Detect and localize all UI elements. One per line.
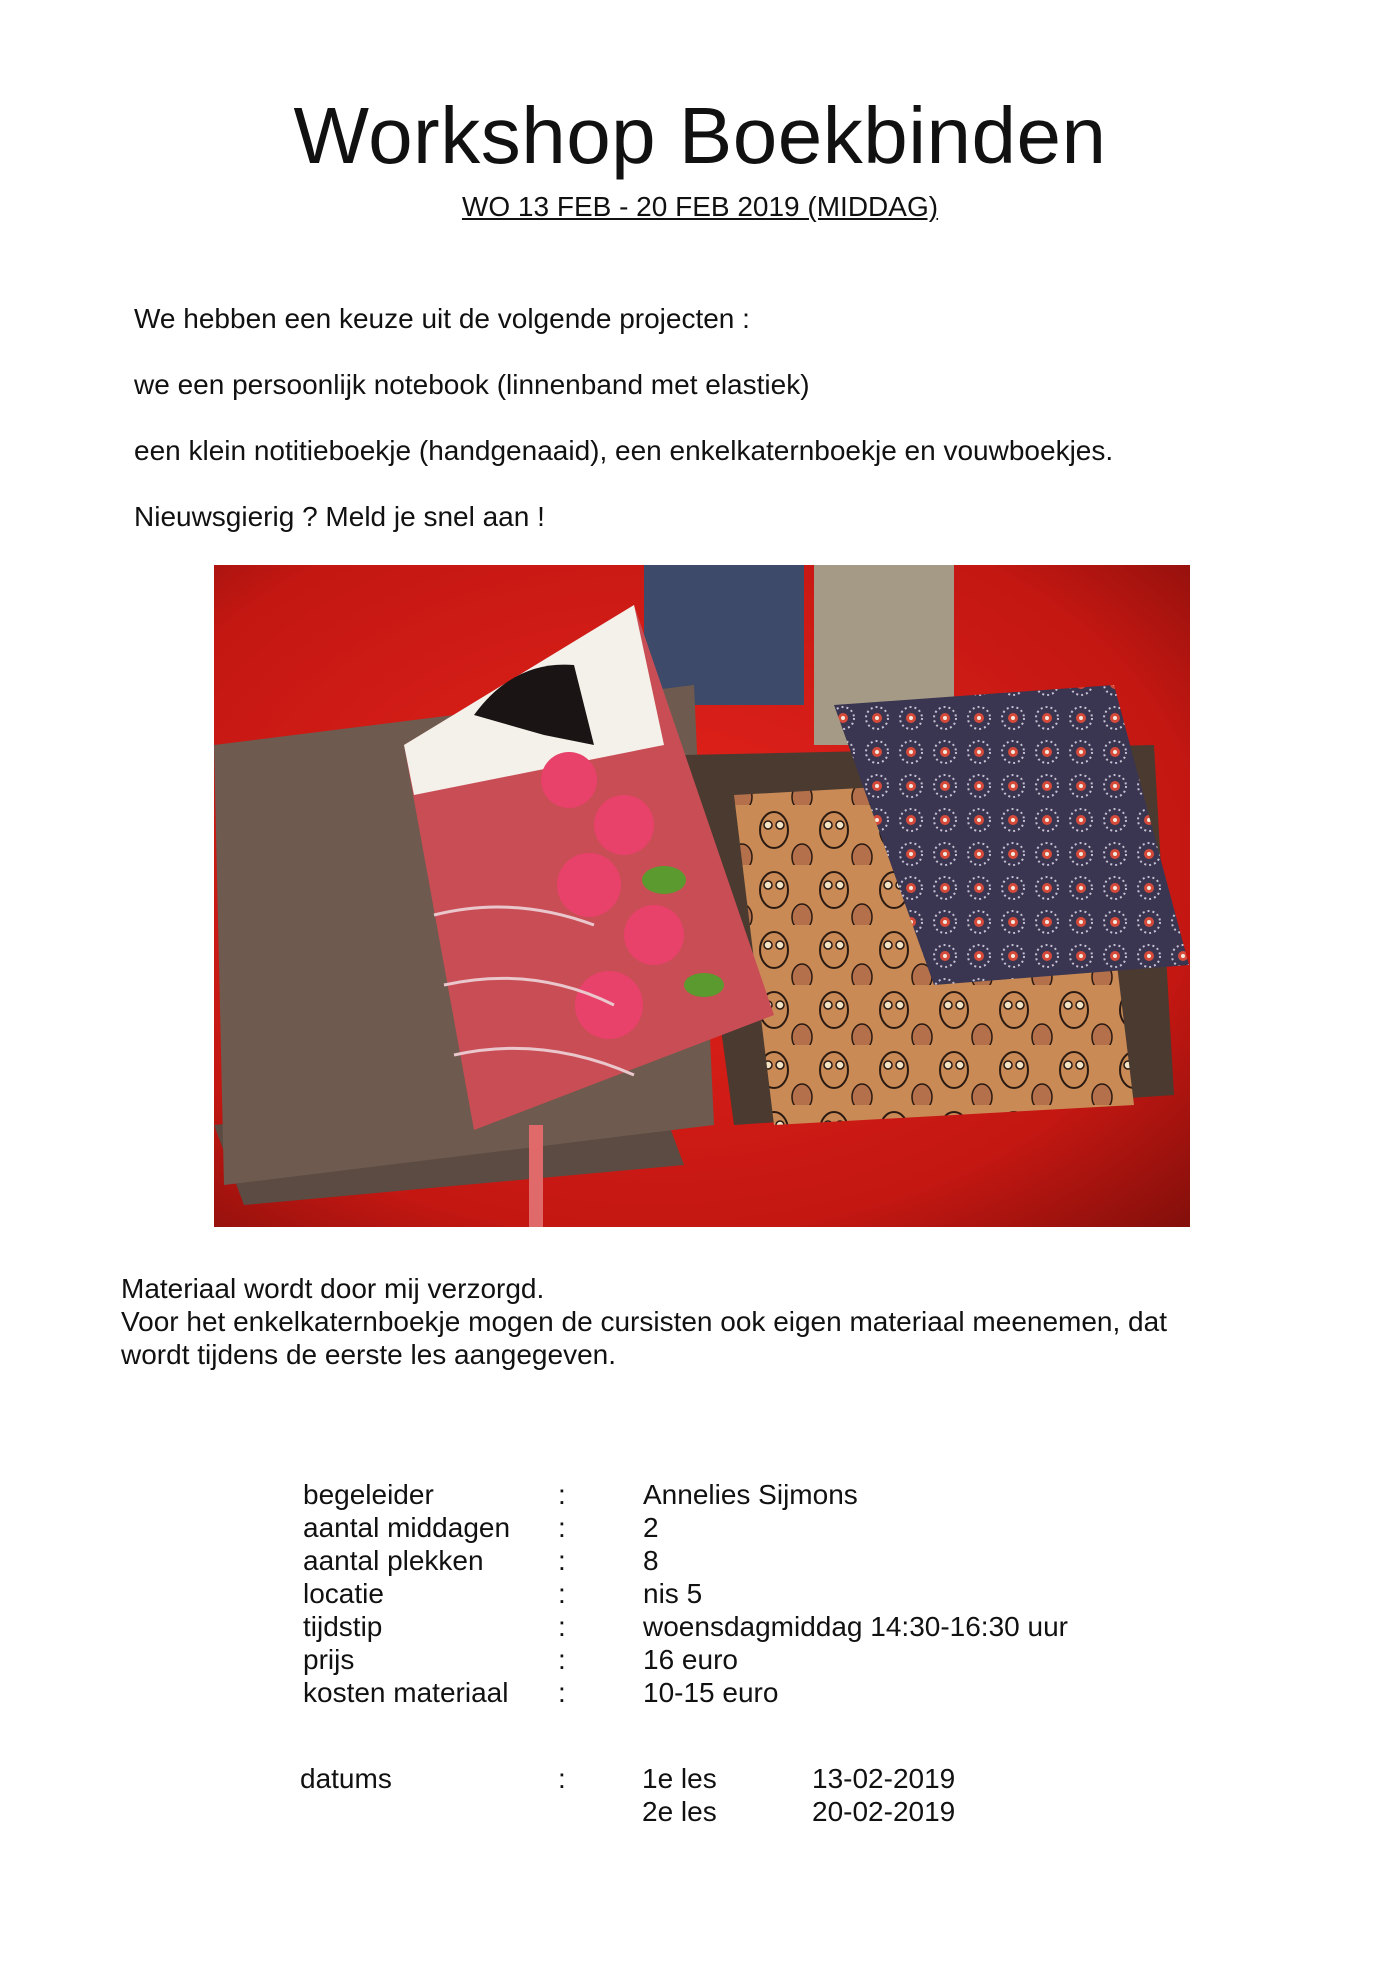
dates-row <box>300 1762 1200 1795</box>
dates-row <box>300 1795 1200 1828</box>
info-row <box>303 1511 1203 1544</box>
info-separator: : <box>558 1611 566 1642</box>
info-row <box>303 1577 1203 1610</box>
info-value: nis 5 <box>643 1578 703 1609</box>
material-line: Voor het enkelkaternboekje mogen de cursisten ook eigen materiaal meenemen, dat <box>121 1306 1167 1337</box>
material-text <box>121 1272 1321 1371</box>
dates-label: datums <box>300 1763 392 1794</box>
info-value: 16 euro <box>643 1644 738 1675</box>
info-table <box>303 1478 1203 1709</box>
lesson-label: 1e les <box>642 1763 717 1794</box>
info-row <box>303 1478 1203 1511</box>
info-label: prijs <box>303 1644 355 1675</box>
info-row <box>303 1643 1203 1676</box>
intro-line: we een persoonlijk notebook (linnenband met elastiek) <box>134 369 810 400</box>
date-subtitle: WO 13 FEB - 20 FEB 2019 (MIDDAG) <box>461 191 939 222</box>
intro-text <box>134 286 1314 550</box>
intro-line: een klein notitieboekje (handgenaaid), een enkelkaternboekje en vouwboekjes. <box>134 435 1114 466</box>
intro-line: We hebben een keuze uit de volgende projecten : <box>134 303 750 334</box>
dates-separator: : <box>558 1763 566 1794</box>
info-separator: : <box>558 1545 566 1576</box>
info-separator: : <box>558 1479 566 1510</box>
page-title: Workshop Boekbinden <box>293 91 1107 180</box>
dates-table <box>300 1762 1200 1828</box>
info-label: kosten materiaal <box>303 1677 509 1708</box>
info-value: Annelies Sijmons <box>643 1479 858 1510</box>
info-label: aantal plekken <box>303 1545 484 1576</box>
info-row <box>303 1544 1203 1577</box>
info-separator: : <box>558 1512 566 1543</box>
info-value: 10-15 euro <box>643 1677 779 1708</box>
info-label: locatie <box>303 1578 384 1609</box>
info-separator: : <box>558 1644 566 1675</box>
intro-line: Nieuwsgierig ? Meld je snel aan ! <box>134 501 545 532</box>
info-value: 2 <box>643 1512 659 1543</box>
info-label: aantal middagen <box>303 1512 511 1543</box>
info-label: begeleider <box>303 1479 434 1510</box>
material-line: wordt tijdens de eerste les aangegeven. <box>121 1339 616 1370</box>
info-value: woensdagmiddag 14:30-16:30 uur <box>643 1611 1068 1642</box>
info-row <box>303 1676 1203 1709</box>
info-value: 8 <box>643 1545 659 1576</box>
lesson-date: 20-02-2019 <box>812 1796 956 1827</box>
info-label: tijdstip <box>303 1611 383 1642</box>
bookbinding-photo <box>214 565 1190 1227</box>
info-row <box>303 1610 1203 1643</box>
info-separator: : <box>558 1578 566 1609</box>
lesson-date: 13-02-2019 <box>812 1763 956 1794</box>
material-line: Materiaal wordt door mij verzorgd. <box>121 1273 545 1304</box>
info-separator: : <box>558 1677 566 1708</box>
lesson-label: 2e les <box>642 1796 717 1827</box>
